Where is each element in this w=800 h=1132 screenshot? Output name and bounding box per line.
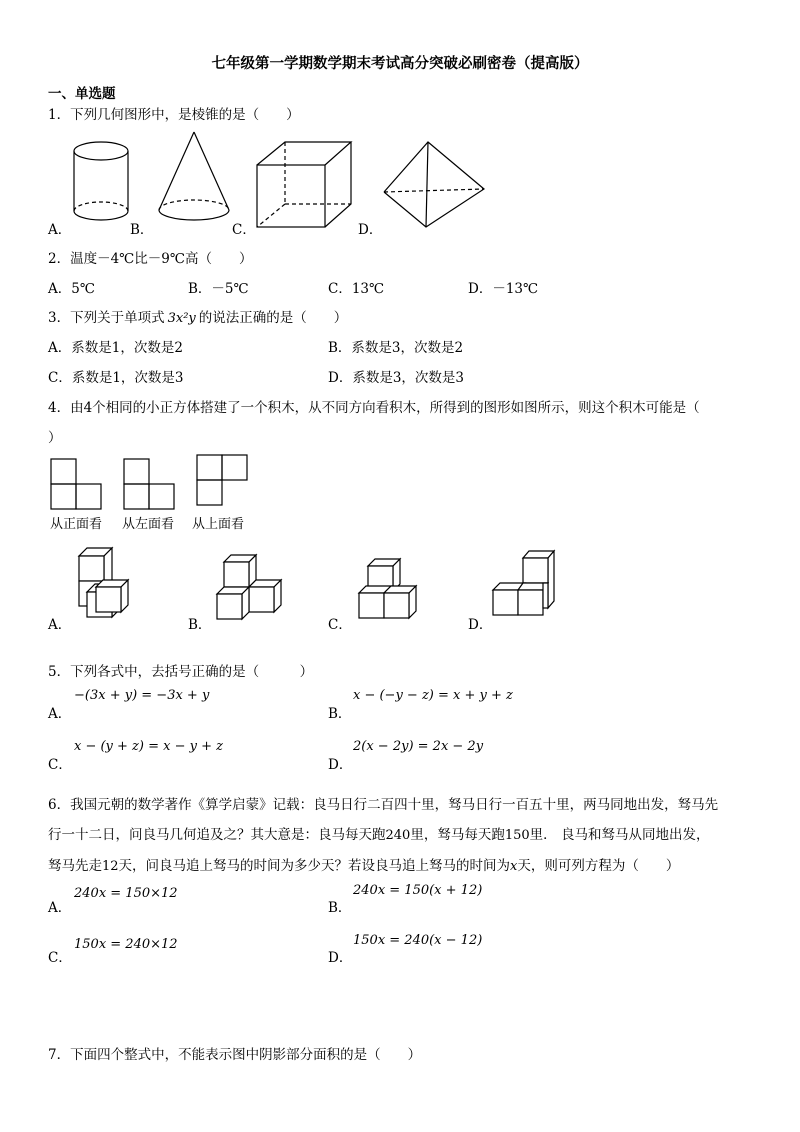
q2-option-c[interactable]: C．13℃ — [328, 281, 385, 297]
q5-option-b-expr: x − (−y − z) = x + y + z — [353, 688, 513, 703]
q6-variable-x: x — [510, 859, 518, 874]
q1-option-c[interactable]: C． — [232, 222, 256, 238]
front-view-figure — [50, 458, 104, 510]
question-6-line1: 6．我国元朝的数学著作《算学启蒙》记载：良马日行二百四十里，驽马日行一百五十里，两马同地出发，驽马先 — [48, 797, 719, 813]
page-title: 七年级第一学期数学期末考试高分突破必刷密卷（提高版） — [211, 55, 589, 72]
question-4-stem-line2: ） — [48, 430, 62, 446]
q1-option-b[interactable]: B． — [130, 222, 154, 238]
top-view-label: 从上面看 — [192, 517, 245, 532]
q6-line2-c: 里． 良马和驽马从同地出发， — [529, 827, 710, 843]
q1-option-d[interactable]: D． — [358, 222, 383, 238]
question-6-line3 — [48, 854, 679, 874]
q6-line2-a: 行一十二日，问良马几何追及之？其大意是：良马每天跑 — [48, 827, 386, 843]
q2-option-d[interactable]: D．－13℃ — [468, 281, 539, 297]
section-heading: 一、单选题 — [48, 86, 116, 102]
cylinder-icon — [72, 138, 132, 222]
q4-option-c-figure — [356, 556, 422, 622]
q6-line3-b: 天，问良马追上驽马的时间为多少天？若设良马追上驽马的时间为 — [118, 858, 511, 874]
question-5-stem: 5．下列各式中，去括号正确的是（ ） — [48, 664, 314, 680]
q6-option-b-expr: 240x = 150(x + 12) — [353, 883, 483, 898]
q2-option-a[interactable]: A．5℃ — [48, 281, 95, 297]
q6-number-12: 12 — [102, 859, 119, 874]
q3-monomial: 3x²y — [167, 311, 196, 326]
q3-stem-prefix: 3．下列关于单项式 — [48, 310, 165, 326]
q6-option-d-expr: 150x = 240(x − 12) — [353, 933, 483, 948]
q4-option-a[interactable]: A． — [48, 617, 72, 633]
q6-option-d-label[interactable]: D． — [328, 950, 353, 966]
q4-option-a-figure — [76, 546, 136, 628]
question-1-stem: 1．下列几何图形中，是棱锥的是（ ） — [48, 107, 300, 123]
cone-icon — [156, 130, 236, 226]
q3-option-d[interactable]: D．系数是3，次数是3 — [328, 370, 465, 386]
q5-option-a-expr: −(3x + y) = −3x + y — [74, 688, 210, 703]
q6-option-b-label[interactable]: B． — [328, 900, 352, 916]
q3-stem-suffix: 的说法正确的是（ ） — [198, 310, 348, 326]
q6-line3-a: 驽马先走 — [48, 858, 102, 874]
q4-option-b[interactable]: B． — [188, 617, 212, 633]
q4-option-c[interactable]: C． — [328, 617, 352, 633]
q5-option-b-label[interactable]: B． — [328, 706, 352, 722]
q3-option-b[interactable]: B．系数是3，次数是2 — [328, 340, 464, 356]
q5-option-c-label[interactable]: C． — [48, 757, 72, 773]
q6-option-a-expr: 240x = 150×12 — [74, 886, 178, 901]
question-7-stem: 7．下面四个整式中，不能表示图中阴影部分面积的是（ ） — [48, 1047, 422, 1063]
q5-option-d-label[interactable]: D． — [328, 757, 353, 773]
q2-option-b[interactable]: B．－5℃ — [188, 281, 249, 297]
front-view-label: 从正面看 — [50, 517, 103, 532]
q5-option-c-expr: x − (y + z) = x − y + z — [74, 739, 223, 754]
question-6-line2 — [48, 823, 709, 843]
q6-line2-b: 里，驽马每天跑 — [410, 827, 505, 843]
q3-option-a[interactable]: A．系数是1，次数是2 — [48, 340, 183, 356]
q6-number-240: 240 — [385, 828, 411, 843]
q1-option-a[interactable]: A． — [48, 222, 72, 238]
q3-option-c[interactable]: C．系数是1，次数是3 — [48, 370, 184, 386]
question-4-stem-line1: 4．由4个相同的小正方体搭建了一个积木，从不同方向看积木，所得到的图形如图所示，则这个积木可能是（ — [48, 400, 700, 416]
q6-option-c-expr: 150x = 240×12 — [74, 937, 178, 952]
question-3-stem — [48, 306, 347, 326]
q6-line3-c: 天，则可列方程为（ ） — [517, 858, 680, 874]
left-view-figure — [123, 458, 177, 510]
q5-option-d-expr: 2(x − 2y) = 2x − 2y — [353, 739, 484, 754]
q5-option-a-label[interactable]: A． — [48, 706, 72, 722]
q4-option-d[interactable]: D． — [468, 617, 493, 633]
pyramid-icon — [382, 140, 488, 230]
top-view-figure — [196, 454, 250, 506]
q6-number-150: 150 — [504, 828, 530, 843]
cuboid-icon — [255, 140, 355, 230]
q6-option-a-label[interactable]: A． — [48, 900, 72, 916]
q4-option-b-figure — [214, 552, 290, 624]
question-2-stem: 2．温度－4℃比－9℃高（ ） — [48, 251, 253, 267]
q4-option-d-figure — [490, 548, 560, 622]
q6-option-c-label[interactable]: C． — [48, 950, 72, 966]
left-view-label: 从左面看 — [122, 517, 175, 532]
